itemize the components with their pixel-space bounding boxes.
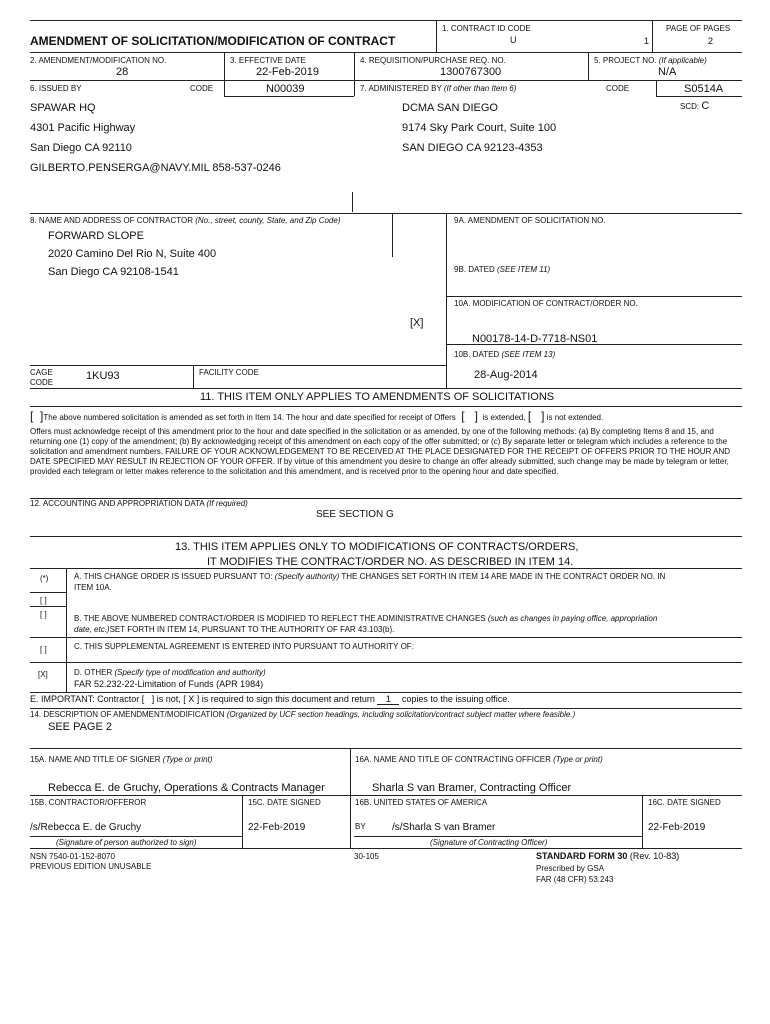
item-11-line: [ ]The above numbered solicitation is amended as set forth in Item 14. The hour and date specified for receipt of Offers [ ] is extended, [ ] is not extended.	[30, 409, 604, 423]
page-number: 1	[644, 36, 650, 46]
nsn-number: NSN 7540-01-152-8070	[30, 852, 115, 861]
effective-date-label: 3. EFFECTIVE DATE	[230, 56, 306, 65]
item-15a-label: 15A. NAME AND TITLE OF SIGNER (Type or print)	[30, 755, 213, 764]
requisition-value: 1300767300	[440, 66, 502, 78]
item-10a-value: N00178-14-D-7718-NS01	[472, 333, 598, 345]
item-11-instructions: Offers must acknowledge receipt of this amendment prior to the hour and date specified in the solicitation or as amended, by one of the following methods: (a) By completing Items 8 and 15, and returning one (1) copy of the amendment; (b) By acknowledging receipt of this amendment on each copy of the offer submitted; or (c) By separate letter or telegram which includes a reference to the solicitation and amendment numbers. FAILURE OF YOUR ACKNOWLEDGEMENT TO BE RECEIVED AT THE PLACE DESIGNATED FOR THE RECEIPT OF OFFERS PRIOR TO THE HOUR AND DATE SPECIFIED MAY RESULT IN REJECTION OF YOUR OFFER. If by virtue of this amendment you desire to change an offer already submitted, such change may be made by telegram or letter, provided each telegram or letter makes reference to the solicitation and this amendment, and is received prior to the opening hour and date specified.	[30, 427, 731, 476]
item-9a-label: 9A. AMENDMENT OF SOLICITATION NO.	[454, 216, 606, 225]
issuer-contact: GILBERTO.PENSERGA@NAVY.MIL 858-537-0246	[30, 162, 281, 174]
item-16c-value: 22-Feb-2019	[648, 822, 706, 833]
item-13d-text: D. OTHER (Specify type of modification and authority)	[74, 668, 266, 677]
cage-code-label: CODE	[30, 378, 54, 387]
issued-by-label: 6. ISSUED BY	[30, 84, 82, 93]
item-13d-checkbox[interactable]: [X]	[38, 670, 48, 679]
admin-city: SAN DIEGO CA 92123-4353	[402, 142, 543, 154]
important-line: E. IMPORTANT: Contractor [ ] is not, [ X ] is required to sign this document and return 1 copies to the issuing office.	[30, 694, 510, 704]
previous-edition-note: PREVIOUS EDITION UNUSABLE	[30, 862, 152, 871]
amendment-no-value: 28	[116, 66, 129, 78]
item-13-heading-2: IT MODIFIES THE CONTRACT/ORDER NO. AS DESCRIBED IN ITEM 14.	[207, 556, 574, 568]
project-no-label: 5. PROJECT NO. (If applicable)	[594, 56, 707, 65]
contract-id-value: U	[510, 35, 517, 45]
item-11-heading: 11. THIS ITEM ONLY APPLIES TO AMENDMENTS OF SOLICITATIONS	[200, 391, 555, 403]
item-12-value: SEE SECTION G	[316, 509, 394, 520]
item-13-heading-1: 13. THIS ITEM APPLIES ONLY TO MODIFICATIONS OF CONTRACTS/ORDERS,	[175, 541, 579, 553]
item-12-label: 12. ACCOUNTING AND APPROPRIATION DATA (If required)	[30, 499, 248, 508]
item-16b-caption: (Signature of Contracting Officer)	[430, 838, 548, 847]
item-13a-text: A. THIS CHANGE ORDER IS ISSUED PURSUANT TO: (Specify authority) THE CHANGES SET FORTH IN ITEM 14 ARE MADE IN THE CONTRACT ORDER NO. IN	[74, 572, 666, 581]
item-13c-checkbox[interactable]: [ ]	[40, 645, 47, 654]
administered-by-label: 7. ADMINISTERED BY (If other than Item 6)	[360, 84, 517, 93]
admin-code-value: S0514A	[684, 83, 724, 95]
project-no-value: N/A	[658, 66, 677, 78]
admin-code-label: CODE	[606, 84, 630, 93]
page-label: PAGE OF PAGES	[666, 24, 731, 33]
cage-label: CAGE	[30, 368, 53, 377]
item-13d-authority: FAR 52.232-22-Limitation of Funds (APR 1984)	[74, 679, 264, 689]
contractor-street: 2020 Camino Del Rio N, Suite 400	[48, 248, 217, 260]
issuer-name: SPAWAR HQ	[30, 102, 96, 114]
scd-label: SCD: C	[680, 100, 710, 112]
item-16b-signature: /s/Sharla S van Bramer	[392, 822, 496, 833]
item-15c-value: 22-Feb-2019	[248, 822, 306, 833]
page-count: 2	[708, 36, 714, 46]
item-13b-text: B. THE ABOVE NUMBERED CONTRACT/ORDER IS MODIFIED TO REFLECT THE ADMINISTRATIVE CHANGES (such as changes in paying office, appropriation	[74, 614, 658, 623]
item-10a-checkbox[interactable]: [X]	[410, 317, 424, 329]
issued-code-label: CODE	[190, 84, 214, 93]
item-13a-text-2: ITEM 10A.	[74, 583, 112, 592]
item-14-value: SEE PAGE 2	[48, 721, 112, 733]
item-15b-signature: /s/Rebecca E. de Gruchy	[30, 822, 142, 833]
item-14-label: 14. DESCRIPTION OF AMENDMENT/MODIFICATION (Organized by UCF section headings, including solicitation/contract subject matter where feasible.)	[30, 710, 576, 719]
item-16a-label: 16A. NAME AND TITLE OF CONTRACTING OFFICER (Type or print)	[355, 755, 603, 764]
issuer-street: 4301 Pacific Highway	[30, 122, 136, 134]
item-15c-label: 15C. DATE SIGNED	[248, 798, 321, 807]
form-serial: 30-105	[354, 852, 379, 861]
item-9b-label: 9B. DATED (SEE ITEM 11)	[454, 265, 551, 274]
admin-name: DCMA SAN DIEGO	[402, 102, 498, 114]
standard-form-id: STANDARD FORM 30 (Rev. 10-83)	[536, 851, 680, 861]
item-13b-text-2: date, etc.)SET FORTH IN ITEM 14, PURSUANT TO THE AUTHORITY OF FAR 43.103(b).	[74, 625, 395, 634]
far-reference: FAR (48 CFR) 53.243	[536, 875, 614, 884]
item-11-bracket-1[interactable]: [ ]	[30, 409, 44, 423]
effective-date-value: 22-Feb-2019	[256, 66, 319, 78]
item-13-checkbox-2[interactable]: [ ]	[40, 596, 47, 605]
copies-count: 1	[377, 694, 399, 705]
prescribed-by: Prescribed by GSA	[536, 864, 605, 873]
item-13c-text: C. THIS SUPPLEMENTAL AGREEMENT IS ENTERED INTO PURSUANT TO AUTHORITY OF:	[74, 642, 414, 651]
item-10b-value: 28-Aug-2014	[474, 369, 538, 381]
item-15a-value: Rebecca E. de Gruchy, Operations & Contracts Manager	[48, 782, 325, 794]
item-15b-label: 15B. CONTRACTOR/OFFEROR	[30, 798, 147, 807]
contract-id-label: 1. CONTRACT ID CODE	[442, 24, 531, 33]
requisition-label: 4. REQUISITION/PURCHASE REQ. NO.	[360, 56, 506, 65]
contractor-city: San Diego CA 92108-1541	[48, 266, 179, 278]
item-16a-value: Sharla S van Bramer, Contracting Officer	[372, 782, 572, 794]
amendment-no-label: 2. AMENDMENT/MODIFICATION NO.	[30, 56, 167, 65]
item-16c-label: 16C. DATE SIGNED	[648, 798, 721, 807]
item-15b-caption: (Signature of person authorized to sign)	[56, 838, 197, 847]
cage-code-value: 1KU93	[86, 370, 120, 382]
issued-code-value: N00039	[266, 83, 305, 95]
admin-street: 9174 Sky Park Court, Suite 100	[402, 122, 557, 134]
form-title: AMENDMENT OF SOLICITATION/MODIFICATION OF CONTRACT	[30, 34, 396, 48]
item-16b-label: 16B. UNITED STATES OF AMERICA	[355, 798, 488, 807]
contractor-name: FORWARD SLOPE	[48, 230, 144, 242]
item-10a-label: 10A. MODIFICATION OF CONTRACT/ORDER NO.	[454, 299, 638, 308]
item-11-bracket-3[interactable]: [ ]	[527, 409, 545, 423]
contractor-label: 8. NAME AND ADDRESS OF CONTRACTOR (No., street, county, State, and Zip Code)	[30, 216, 341, 225]
by-label: BY	[355, 822, 366, 831]
item-13a-marker: (*)	[40, 574, 49, 583]
item-10b-label: 10B. DATED (SEE ITEM 13)	[454, 350, 556, 359]
item-13-checkbox-3[interactable]: [ ]	[40, 610, 47, 619]
facility-code-label: FACILITY CODE	[199, 368, 259, 377]
item-11-bracket-2[interactable]: [ ]	[457, 409, 478, 423]
issuer-city: San Diego CA 92110	[30, 142, 132, 154]
